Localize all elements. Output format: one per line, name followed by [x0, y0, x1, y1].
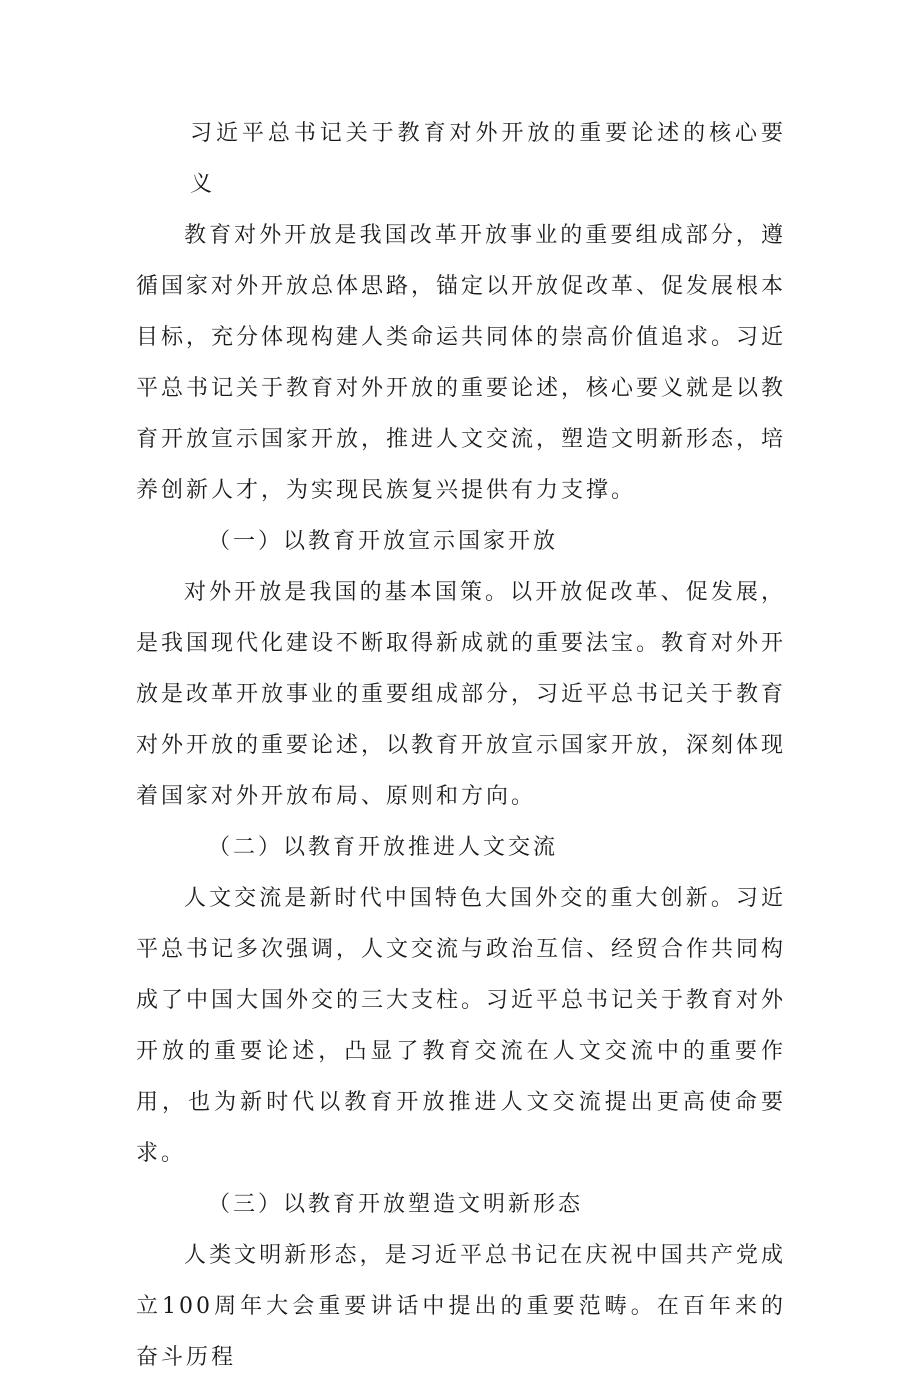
section-body-3: 人类文明新形态，是习近平总书记在庆祝中国共产党成立100周年大会重要讲话中提出的重要范畴。在百年来的奋斗历程 — [136, 1243, 786, 1370]
document-body — [136, 108, 786, 1383]
section-body-1: 对外开放是我国的基本国策。以开放促改革、促发展，是我国现代化建设不断取得新成就的重要法宝。教育对外开放是改革开放事业的重要组成部分，习近平总书记关于教育对外开放的重要论述，以教育开放宣示国家开放，深刻体现着国家对外开放布局、原则和方向。 — [136, 580, 787, 809]
section-body-2: 人文交流是新时代中国特色大国外交的重大创新。习近平总书记多次强调，人文交流与政治互信、经贸合作共同构成了中国大国外交的三大支柱。习近平总书记关于教育对外开放的重要论述，凸显了教育交流在人文交流中的重要作用，也为新时代以教育开放推进人文交流提出更高使命要求。 — [136, 886, 787, 1166]
document-title: 习近平总书记关于教育对外开放的重要论述的核心要义 — [190, 121, 786, 197]
section-heading-1: （一）以教育开放宣示国家开放 — [208, 529, 559, 554]
section-heading-2: （二）以教育开放推进人文交流 — [208, 835, 559, 860]
intro-paragraph: 教育对外开放是我国改革开放事业的重要组成部分，遵循国家对外开放总体思路，锚定以开放促改革、促发展根本目标，充分体现构建人类命运共同体的崇高价值追求。习近平总书记关于教育对外开放的重要论述，核心要义就是以教育开放宣示国家开放，推进人文交流，塑造文明新形态，培养创新人才，为实现民族复兴提供有力支撑。 — [136, 223, 787, 503]
section-heading-3: （三）以教育开放塑造文明新形态 — [208, 1192, 584, 1217]
